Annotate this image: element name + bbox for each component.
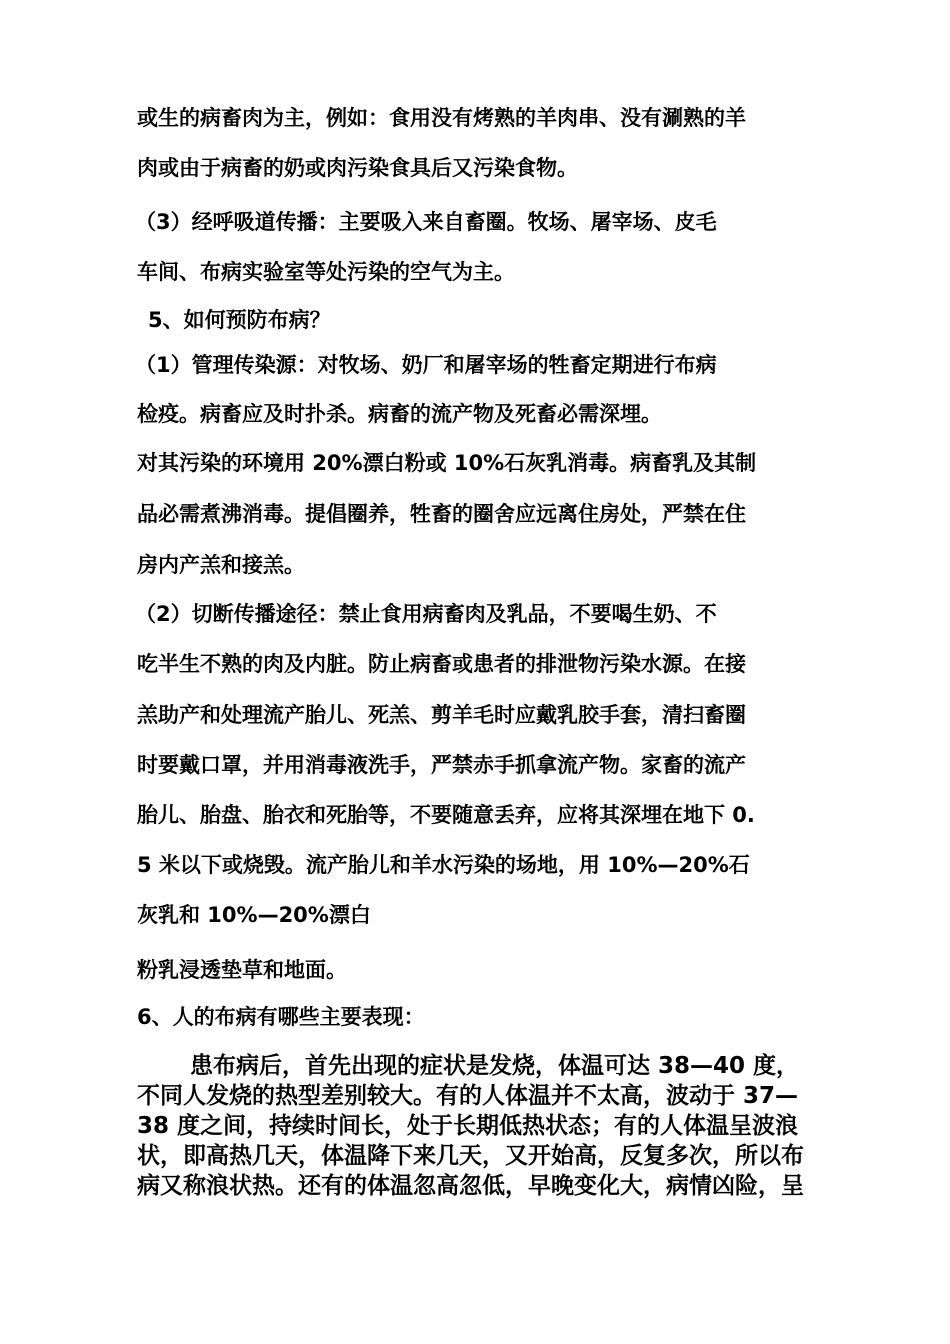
text-line: 病又称浪状热。还有的体温忽高忽低，早晚变化大，病情凶险，呈 (137, 1173, 804, 1199)
text-line: 肉或由于病畜的奶或肉污染食具后又污染食物。 (137, 156, 578, 180)
text-line: 对其污染的环境用 20%漂白粉或 10%石灰乳消毒。病畜乳及其制 (137, 451, 757, 475)
text-line: 不同人发烧的热型差别较大。有的人体温并不太高，波动于 37— (137, 1083, 799, 1109)
text-line: 时要戴口罩，并用消毒液洗手，严禁赤手抓拿流产物。家畜的流产 (137, 753, 746, 777)
text-line: 吃半生不熟的肉及内脏。防止病畜或患者的排泄物污染水源。在接 (137, 652, 746, 676)
text-line: 羔助产和处理流产胎儿、死羔、剪羊毛时应戴乳胶手套，清扫畜圈 (137, 703, 746, 727)
text-line: 患布病后，首先出现的症状是发烧，体温可达 38—40 度， (190, 1053, 800, 1079)
section-heading: 5、如何预防布病？ (148, 308, 331, 332)
text-line: 38 度之间，持续时间长，处于长期低热状态；有的人体温呈波浪 (137, 1113, 799, 1139)
text-line: 状，即高热几天，体温降下来几天，又开始高，反复多次，所以布 (137, 1143, 804, 1169)
text-line: 检疫。病畜应及时扑杀。病畜的流产物及死畜必需深埋。 (137, 402, 662, 426)
text-line: 或生的病畜肉为主，例如：食用没有烤熟的羊肉串、没有涮熟的羊 (137, 106, 746, 130)
text-line: 粉乳浸透垫草和地面。 (137, 958, 347, 982)
text-line: 房内产羔和接羔。 (137, 553, 305, 577)
text-line: （1）管理传染源：对牧场、奶厂和屠宰场的牲畜定期进行布病 (135, 353, 717, 377)
text-line: 车间、布病实验室等处污染的空气为主。 (137, 260, 515, 284)
text-line: （2）切断传播途径：禁止食用病畜肉及乳品，不要喝生奶、不 (135, 602, 717, 626)
text-line: （3）经呼吸道传播：主要吸入来自畜圈。牧场、屠宰场、皮毛 (135, 210, 717, 234)
text-line: 胎儿、胎盘、胎衣和死胎等，不要随意丢弃，应将其深埋在地下 0. (137, 803, 755, 827)
text-line: 5 米以下或烧毁。流产胎儿和羊水污染的场地，用 10%—20%石 (137, 853, 750, 877)
section-heading: 6、人的布病有哪些主要表现： (137, 1005, 425, 1029)
text-line: 灰乳和 10%—20%漂白 (137, 903, 371, 927)
text-line: 品必需煮沸消毒。提倡圈养，牲畜的圈舍应远离住房处，严禁在住 (137, 502, 746, 526)
